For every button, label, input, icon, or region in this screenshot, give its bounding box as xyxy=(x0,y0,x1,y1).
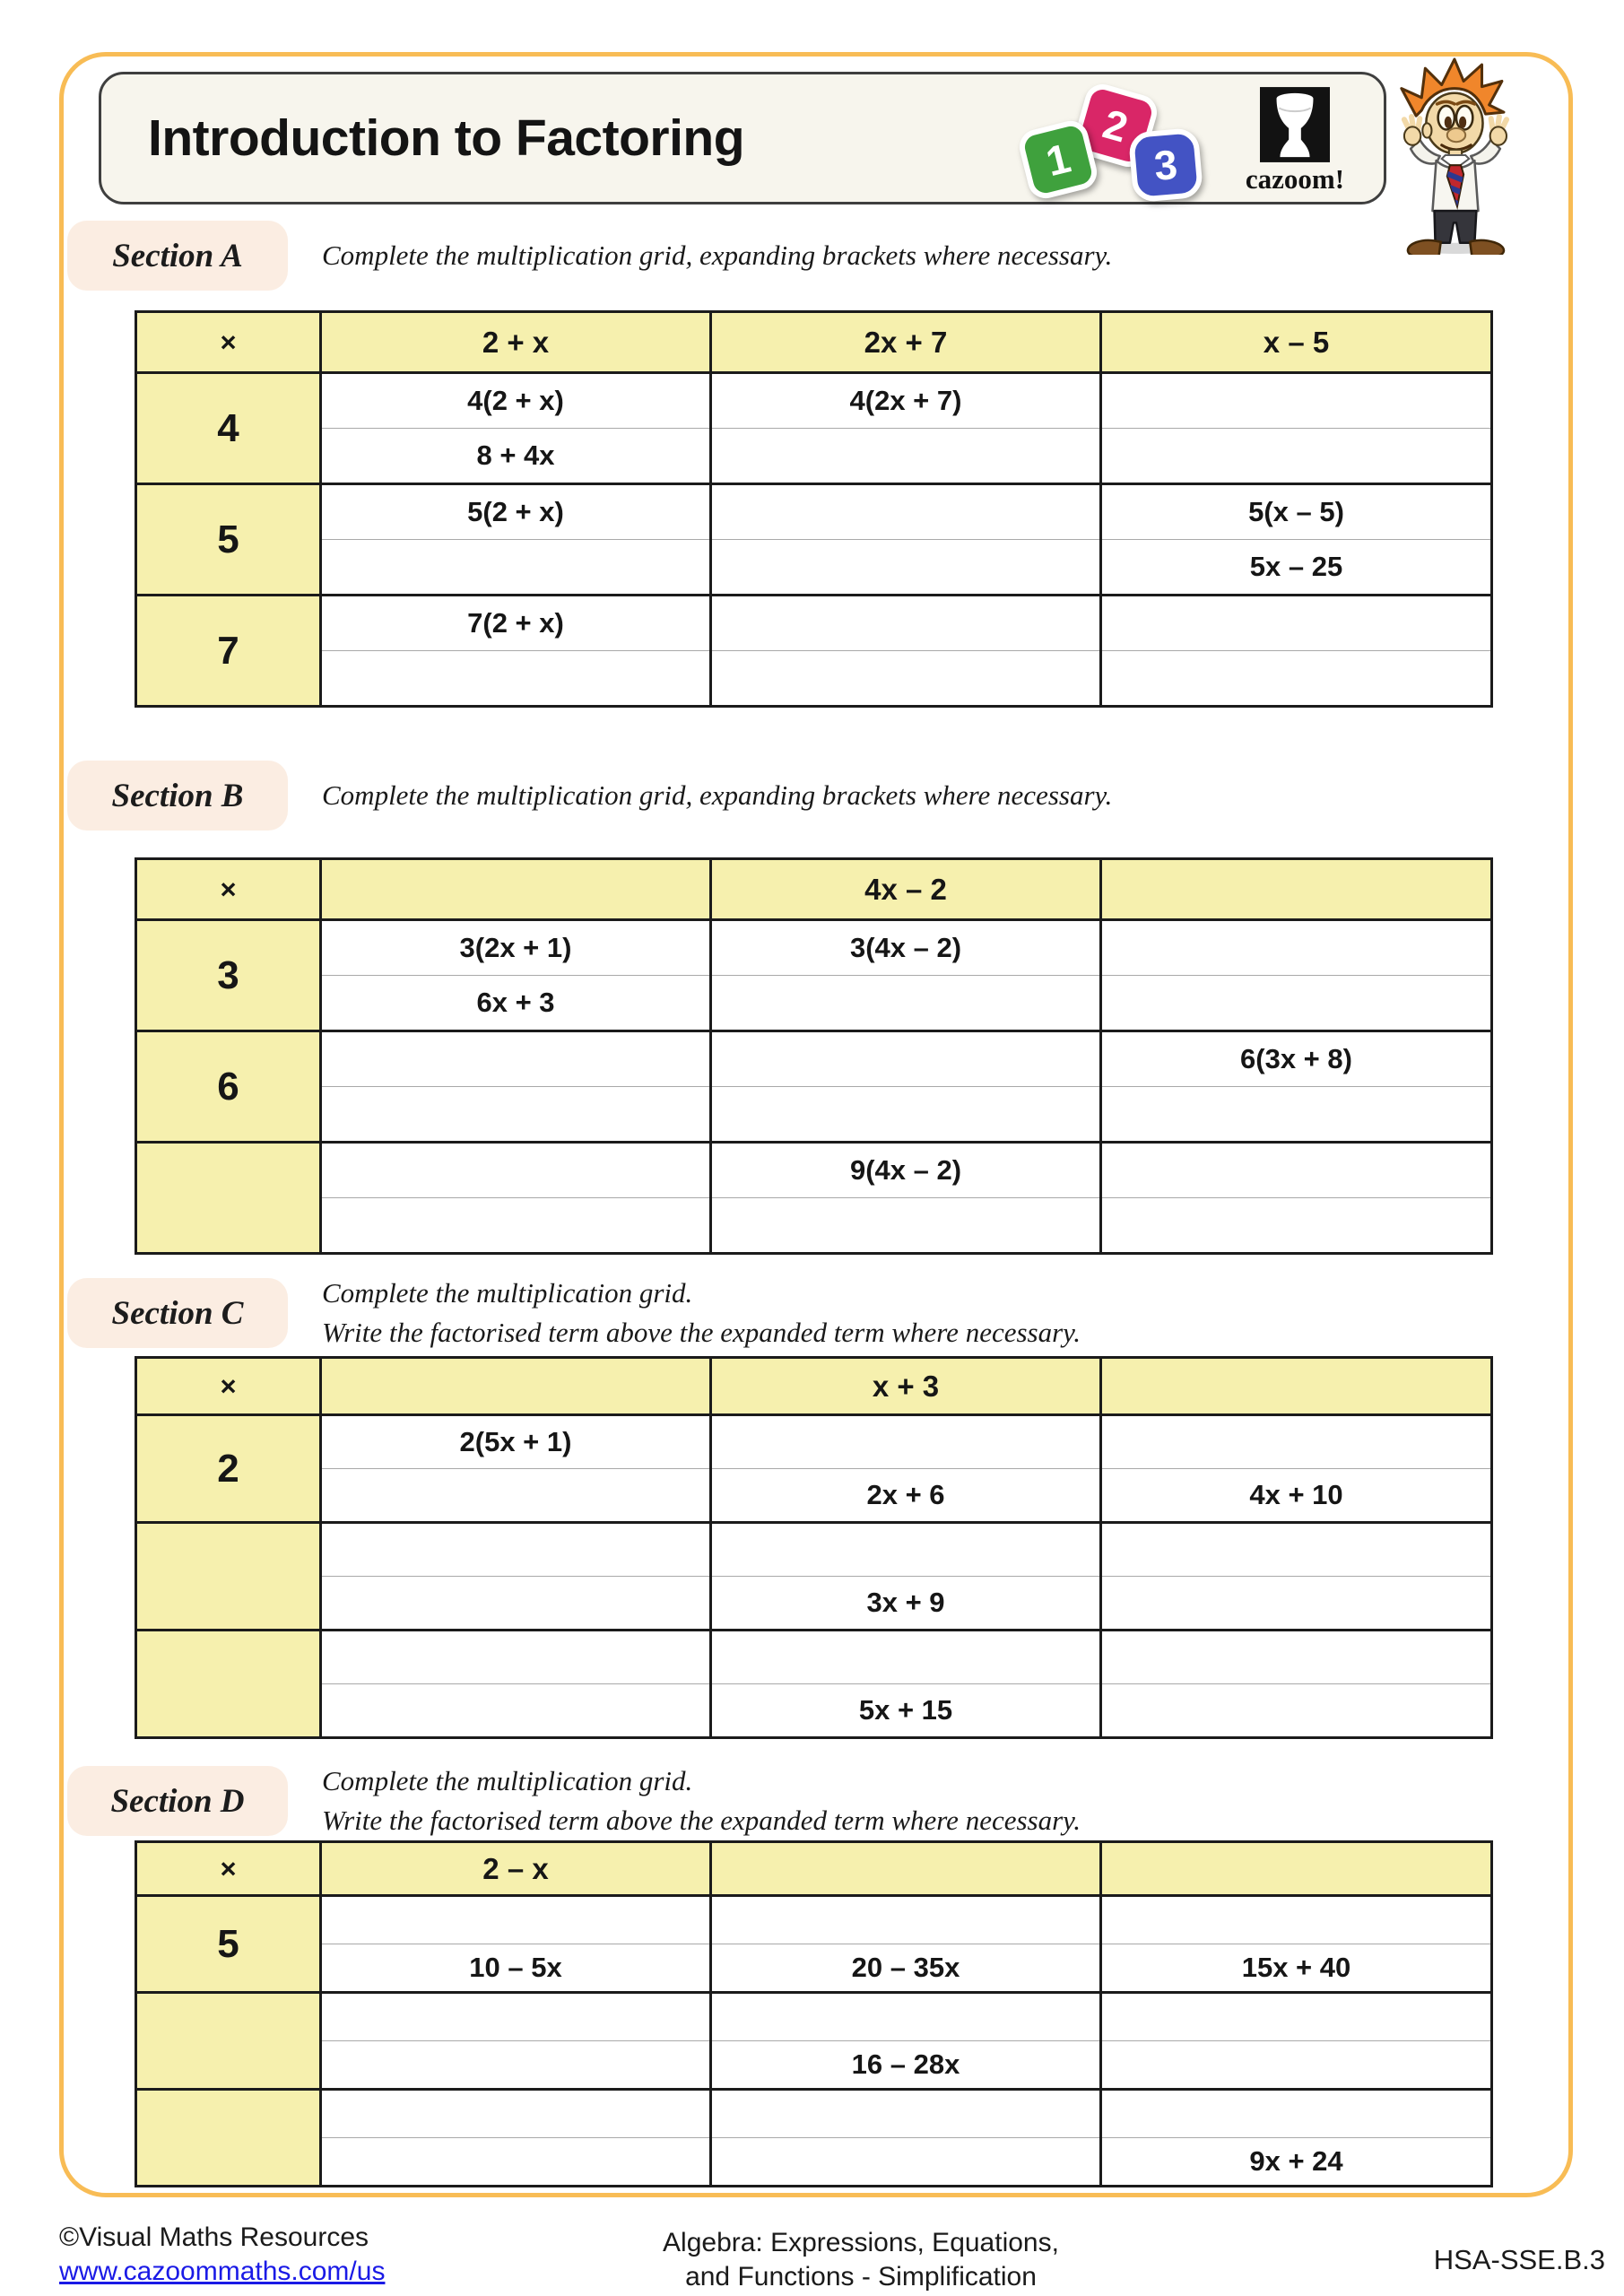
grid-cell-expanded[interactable] xyxy=(1101,1087,1492,1143)
grid-cell-factorised[interactable] xyxy=(711,484,1101,540)
grid-cell-expanded: 8 + 4x xyxy=(321,429,711,484)
section-d-header xyxy=(67,1761,1502,1840)
grid-col-header[interactable] xyxy=(321,1358,711,1415)
section-a-label: Section A xyxy=(67,221,288,291)
grid-cell-expanded: 4x + 10 xyxy=(1101,1469,1492,1523)
title-banner xyxy=(99,72,1386,204)
grid-cell-factorised: 3(2x + 1) xyxy=(321,920,711,976)
cazoom-website-link[interactable]: www.cazoommaths.com/us xyxy=(59,2256,386,2286)
grid-col-header: 2 + x xyxy=(321,312,711,373)
grid-row-label[interactable] xyxy=(136,1631,321,1738)
grid-cell-expanded[interactable] xyxy=(1101,1198,1492,1254)
grid-cell-factorised: 4(2x + 7) xyxy=(711,373,1101,429)
grid-cell-expanded: 5x – 25 xyxy=(1101,540,1492,596)
section-c-grid xyxy=(135,1356,1493,1739)
grid-cell-expanded: 10 – 5x xyxy=(321,1944,711,1993)
grid-cell-expanded[interactable] xyxy=(711,1198,1101,1254)
section-c-label: Section C xyxy=(67,1278,288,1348)
grid-cell-factorised[interactable] xyxy=(711,596,1101,651)
grid-cell-expanded[interactable] xyxy=(321,540,711,596)
section-b-header xyxy=(67,761,1502,831)
grid-cell-expanded: 2x + 6 xyxy=(711,1469,1101,1523)
grid-cell-factorised[interactable] xyxy=(711,1896,1101,1944)
dice-icon-1: 1 xyxy=(1016,117,1101,203)
grid-row-label[interactable] xyxy=(136,2090,321,2187)
section-c-header xyxy=(67,1274,1502,1352)
grid-cell-expanded: 20 – 35x xyxy=(711,1944,1101,1993)
section-d-label: Section D xyxy=(67,1766,288,1836)
grid-cell-factorised: 5(x – 5) xyxy=(1101,484,1492,540)
grid-cell-factorised[interactable] xyxy=(1101,1143,1492,1198)
section-d-grid xyxy=(135,1840,1493,2187)
page-title: Introduction to Factoring xyxy=(148,109,745,167)
footer-subject-line-1: Algebra: Expressions, Equations, xyxy=(663,2228,1059,2257)
grid-cell-expanded[interactable] xyxy=(321,651,711,707)
section-b-grid xyxy=(135,857,1493,1255)
section-a-grid xyxy=(135,310,1493,708)
grid-cell-expanded: 16 – 28x xyxy=(711,2041,1101,2090)
grid-cell-expanded[interactable] xyxy=(1101,1577,1492,1631)
grid-cell-expanded[interactable] xyxy=(711,540,1101,596)
section-c-instructions xyxy=(322,1274,1081,1352)
grid-col-header: x + 3 xyxy=(711,1358,1101,1415)
grid-cell-expanded[interactable] xyxy=(711,651,1101,707)
grid-cell-expanded[interactable] xyxy=(1101,976,1492,1031)
grid-cell-expanded[interactable] xyxy=(321,1684,711,1738)
grid-cell-expanded[interactable] xyxy=(321,1577,711,1631)
grid-cell-expanded: 6x + 3 xyxy=(321,976,711,1031)
standard-code: HSA-SSE.B.3 xyxy=(1433,2244,1605,2275)
section-b-label: Section B xyxy=(67,761,288,831)
grid-col-header: 2 – x xyxy=(321,1842,711,1896)
footer-subject-line-2: and Functions - Simplification xyxy=(685,2261,1037,2292)
grid-cell-factorised[interactable] xyxy=(711,1523,1101,1577)
grid-cell-expanded[interactable] xyxy=(321,1087,711,1143)
grid-cell-expanded: 9x + 24 xyxy=(1101,2138,1492,2187)
grid-col-header: x – 5 xyxy=(1101,312,1492,373)
section-b-instructions xyxy=(322,776,1112,815)
grid-row-label: 6 xyxy=(136,1031,321,1143)
grid-cell-expanded[interactable] xyxy=(321,2041,711,2090)
grid-cell-factorised[interactable] xyxy=(321,1523,711,1577)
grid-corner-times: × xyxy=(136,1358,321,1415)
grid-col-header[interactable] xyxy=(321,859,711,920)
grid-row-label: 7 xyxy=(136,596,321,707)
grid-cell-factorised[interactable] xyxy=(1101,1415,1492,1469)
grid-corner-times: × xyxy=(136,859,321,920)
grid-col-header: 4x – 2 xyxy=(711,859,1101,920)
grid-cell-factorised[interactable] xyxy=(711,1631,1101,1684)
grid-col-header[interactable] xyxy=(1101,1358,1492,1415)
grid-row-label: 4 xyxy=(136,373,321,484)
grid-corner-times: × xyxy=(136,1842,321,1896)
grid-row-label[interactable] xyxy=(136,1143,321,1254)
grid-cell-factorised[interactable] xyxy=(321,1143,711,1198)
dice-icon-2: 2 xyxy=(1070,80,1160,170)
section-d-instructions xyxy=(322,1761,1081,1840)
grid-cell-expanded[interactable] xyxy=(321,1198,711,1254)
grid-cell-factorised: 3(4x – 2) xyxy=(711,920,1101,976)
grid-cell-expanded[interactable] xyxy=(711,2138,1101,2187)
grid-cell-factorised[interactable] xyxy=(1101,1993,1492,2041)
grid-col-header[interactable] xyxy=(1101,859,1492,920)
grid-cell-expanded[interactable] xyxy=(1101,429,1492,484)
cazoom-logo xyxy=(1242,87,1348,196)
instruction-line: Write the factorised term above the expanded term where necessary. xyxy=(322,1805,1081,1837)
grid-cell-factorised[interactable] xyxy=(321,2090,711,2138)
grid-cell-factorised[interactable] xyxy=(1101,373,1492,429)
grid-cell-expanded[interactable] xyxy=(711,1087,1101,1143)
section-a-instructions xyxy=(322,236,1112,275)
grid-cell-factorised[interactable] xyxy=(321,1896,711,1944)
copyright-text: ©Visual Maths Resources xyxy=(59,2222,369,2252)
cazoom-logo-text: cazoom! xyxy=(1245,163,1345,195)
grid-cell-factorised: 7(2 + x) xyxy=(321,596,711,651)
grid-cell-factorised: 6(3x + 8) xyxy=(1101,1031,1492,1087)
drum-icon xyxy=(1260,87,1330,162)
grid-cell-factorised[interactable] xyxy=(711,1415,1101,1469)
grid-cell-factorised[interactable] xyxy=(1101,2090,1492,2138)
grid-cell-factorised[interactable] xyxy=(1101,596,1492,651)
grid-row-label[interactable] xyxy=(136,1993,321,2090)
grid-cell-factorised[interactable] xyxy=(1101,920,1492,976)
instruction-line: Complete the multiplication grid. xyxy=(322,1765,693,1796)
grid-cell-expanded[interactable] xyxy=(1101,2041,1492,2090)
grid-row-label: 3 xyxy=(136,920,321,1031)
grid-col-header[interactable] xyxy=(1101,1842,1492,1896)
grid-cell-expanded[interactable] xyxy=(321,2138,711,2187)
grid-cell-expanded: 3x + 9 xyxy=(711,1577,1101,1631)
instruction-line: Complete the multiplication grid, expanding brackets where necessary. xyxy=(322,239,1113,271)
grid-row-label: 5 xyxy=(136,1896,321,1993)
grid-col-header: 2x + 7 xyxy=(711,312,1101,373)
grid-cell-factorised[interactable] xyxy=(321,1631,711,1684)
instruction-line: Complete the multiplication grid. xyxy=(322,1277,693,1309)
grid-cell-expanded[interactable] xyxy=(1101,1684,1492,1738)
grid-corner-times: × xyxy=(136,312,321,373)
grid-cell-factorised[interactable] xyxy=(321,1031,711,1087)
instruction-line: Complete the multiplication grid, expanding brackets where necessary. xyxy=(322,778,1113,811)
grid-cell-expanded[interactable] xyxy=(1101,651,1492,707)
footer-subject xyxy=(619,2226,1103,2293)
grid-cell-factorised[interactable] xyxy=(1101,1631,1492,1684)
grid-cell-expanded[interactable] xyxy=(711,429,1101,484)
grid-cell-expanded[interactable] xyxy=(711,976,1101,1031)
grid-cell-factorised[interactable] xyxy=(1101,1523,1492,1577)
grid-cell-expanded: 5x + 15 xyxy=(711,1684,1101,1738)
grid-cell-factorised[interactable] xyxy=(321,1993,711,2041)
section-a-header xyxy=(67,221,1502,291)
grid-cell-factorised: 4(2 + x) xyxy=(321,373,711,429)
grid-cell-expanded[interactable] xyxy=(321,1469,711,1523)
grid-cell-factorised[interactable] xyxy=(711,2090,1101,2138)
dice-icon-3: 3 xyxy=(1128,127,1204,204)
grid-cell-factorised[interactable] xyxy=(711,1993,1101,2041)
grid-cell-factorised[interactable] xyxy=(1101,1896,1492,1944)
grid-cell-factorised: 9(4x – 2) xyxy=(711,1143,1101,1198)
grid-cell-factorised[interactable] xyxy=(711,1031,1101,1087)
grid-cell-factorised: 5(2 + x) xyxy=(321,484,711,540)
grid-col-header[interactable] xyxy=(711,1842,1101,1896)
grid-row-label: 2 xyxy=(136,1415,321,1523)
grid-cell-factorised: 2(5x + 1) xyxy=(321,1415,711,1469)
grid-row-label: 5 xyxy=(136,484,321,596)
grid-cell-expanded: 15x + 40 xyxy=(1101,1944,1492,1993)
grid-row-label[interactable] xyxy=(136,1523,321,1631)
instruction-line: Write the factorised term above the expanded term where necessary. xyxy=(322,1317,1081,1349)
